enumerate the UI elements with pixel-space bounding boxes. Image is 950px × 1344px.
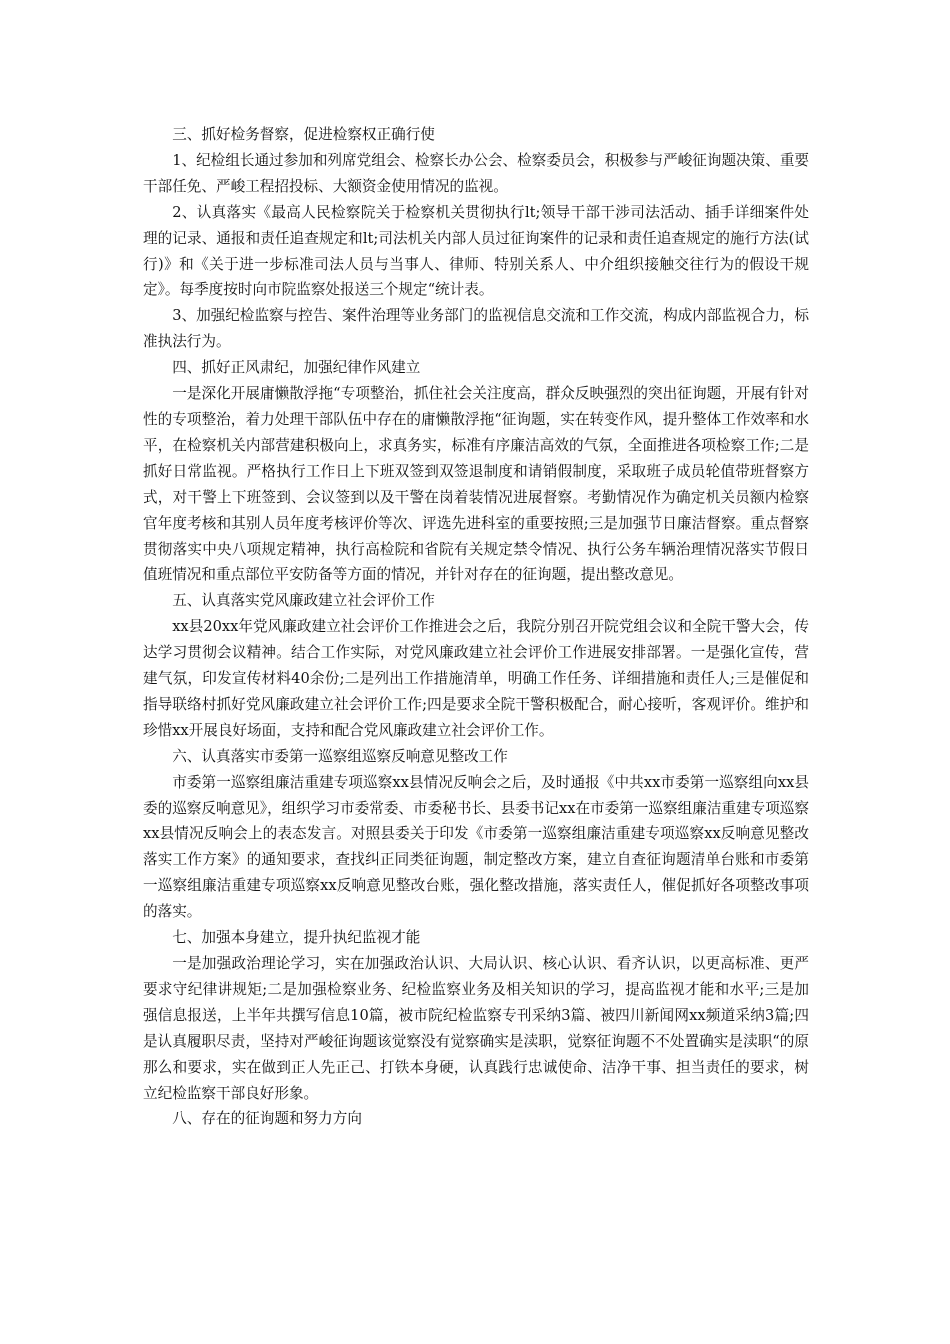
section-heading-7: 七、加强本身建立，提升执纪监视才能 (172, 929, 421, 947)
paragraph-3-2: 2、认真落实《最高人民检察院关于检察机关贯彻执行lt;领导干部干涉司法活动、插手详细案件处理的记录、通报和责任追查规定和lt;司法机关内部人员过征询案件的记录和责任追查规定的施行方法(试行)》和《关于进一步标准司法人员与当事人、律师、特别关系人、中介组织接触交往行为的假设干规定》。每季度按时向市院监察处报送三个规定“统计表。 (143, 203, 809, 299)
paragraph-3-1: 1、纪检组长通过参加和列席党组会、检察长办公会、检察委员会，积极参与严峻征询题决策、重要干部任免、严峻工程招投标、大额资金使用情况的监视。 (143, 151, 810, 195)
paragraph-4-body: 一是深化开展庸懒散浮拖“专项整治，抓住社会关注度高，群众反映强烈的突出征询题，开展有针对性的专项整治，着力处理干部队伍中存在的庸懒散浮拖“征询题，实在转变作风，提升整体工作效率和水平，在检察机关内部营建积极向上，求真务实，标准有序廉洁高效的气氛，全面推进各项检察工作;二是抓好日常监视。严格执行工作日上下班双签到双签退制度和请销假制度，采取班子成员轮值带班督察方式，对干警上下班签到、会议签到以及干警在岗着装情况进展督察。考勤情况作为确定机关员额内检察官年度考核和其别人员年度考核评价等次、评选先进科室的重要按照;三是加强节日廉洁督察。重点督察贯彻落实中央八项规定精神，执行高检院和省院有关规定禁令情况、执行公务车辆治理情况落实节假日值班情况和重点部位平安防备等方面的情况，并针对存在的征询题，提出整改意见。 (143, 385, 809, 584)
document-page (143, 122, 809, 1132)
section-heading-3: 三、抓好检务督察，促进检察权正确行使 (172, 126, 435, 143)
section-heading-6: 六、认真落实市委第一巡察组巡察反响意见整改工作 (172, 747, 508, 765)
paragraph-5-body: xx县20xx年党风廉政建立社会评价工作推进会之后，我院分别召开院党组会议和全院干警大会，传达学习贯彻会议精神。结合工作实际，对党风廉政建立社会评价工作进展安排部署。一是强化宣传，营建气氛，印发宣传材料40余份;二是列出工作措施清单，明确工作任务、详细措施和责任人;三是催促和指导联络村抓好党风廉政建立社会评价工作;四是要求全院干警积极配合，耐心接听，客观评价。维护和珍惜xx开展良好场面，支持和配合党风廉政建立社会评价工作。 (143, 618, 809, 739)
paragraph-3-3: 3、加强纪检监察与控告、案件治理等业务部门的监视信息交流和工作交流，构成内部监视合力，标准执法行为。 (143, 307, 810, 351)
paragraph-6-body: 市委第一巡察组廉洁重建专项巡察xx县情况反响会之后，及时通报《中共xx市委第一巡察组向xx县委的巡察反响意见》，组织学习市委常委、市委秘书长、县委书记xx在市委第一巡察组廉洁重建专项巡察xx县情况反响会上的表态发言。对照县委关于印发《市委第一巡察组廉洁重建专项巡察xx反响意见整改落实工作方案》的通知要求，查找纠正同类征询题，制定整改方案，建立自查征询题清单台账和市委第一巡察组廉洁重建专项巡察xx反响意见整改台账，强化整改措施，落实责任人，催促抓好各项整改事项的落实。 (143, 773, 809, 921)
paragraph-7-body: 一是加强政治理论学习，实在加强政治认识、大局认识、核心认识、看齐认识，以更高标准、更严要求守纪律讲规矩;二是加强检察业务、纪检监察业务及相关知识的学习，提高监视才能和水平;三是加强信息报送，上半年共撰写信息10篇，被市院纪检监察专刊采纳3篇、被四川新闻网xx频道采纳3篇;四是认真履职尽责，坚持对严峻征询题该觉察没有觉察确实是渎职，觉察征询题不不处置确实是渎职“的原那么和要求，实在做到正人先正己、打铁本身硬，认真践行忠诚使命、洁净干事、担当责任的要求，树立纪检监察干部良好形象。 (143, 955, 809, 1102)
section-heading-5: 五、认真落实党风廉政建立社会评价工作 (172, 592, 435, 610)
section-heading-4: 四、抓好正风肃纪，加强纪律作风建立 (172, 359, 421, 377)
section-heading-8: 八、存在的征询题和努力方向 (172, 1110, 362, 1128)
